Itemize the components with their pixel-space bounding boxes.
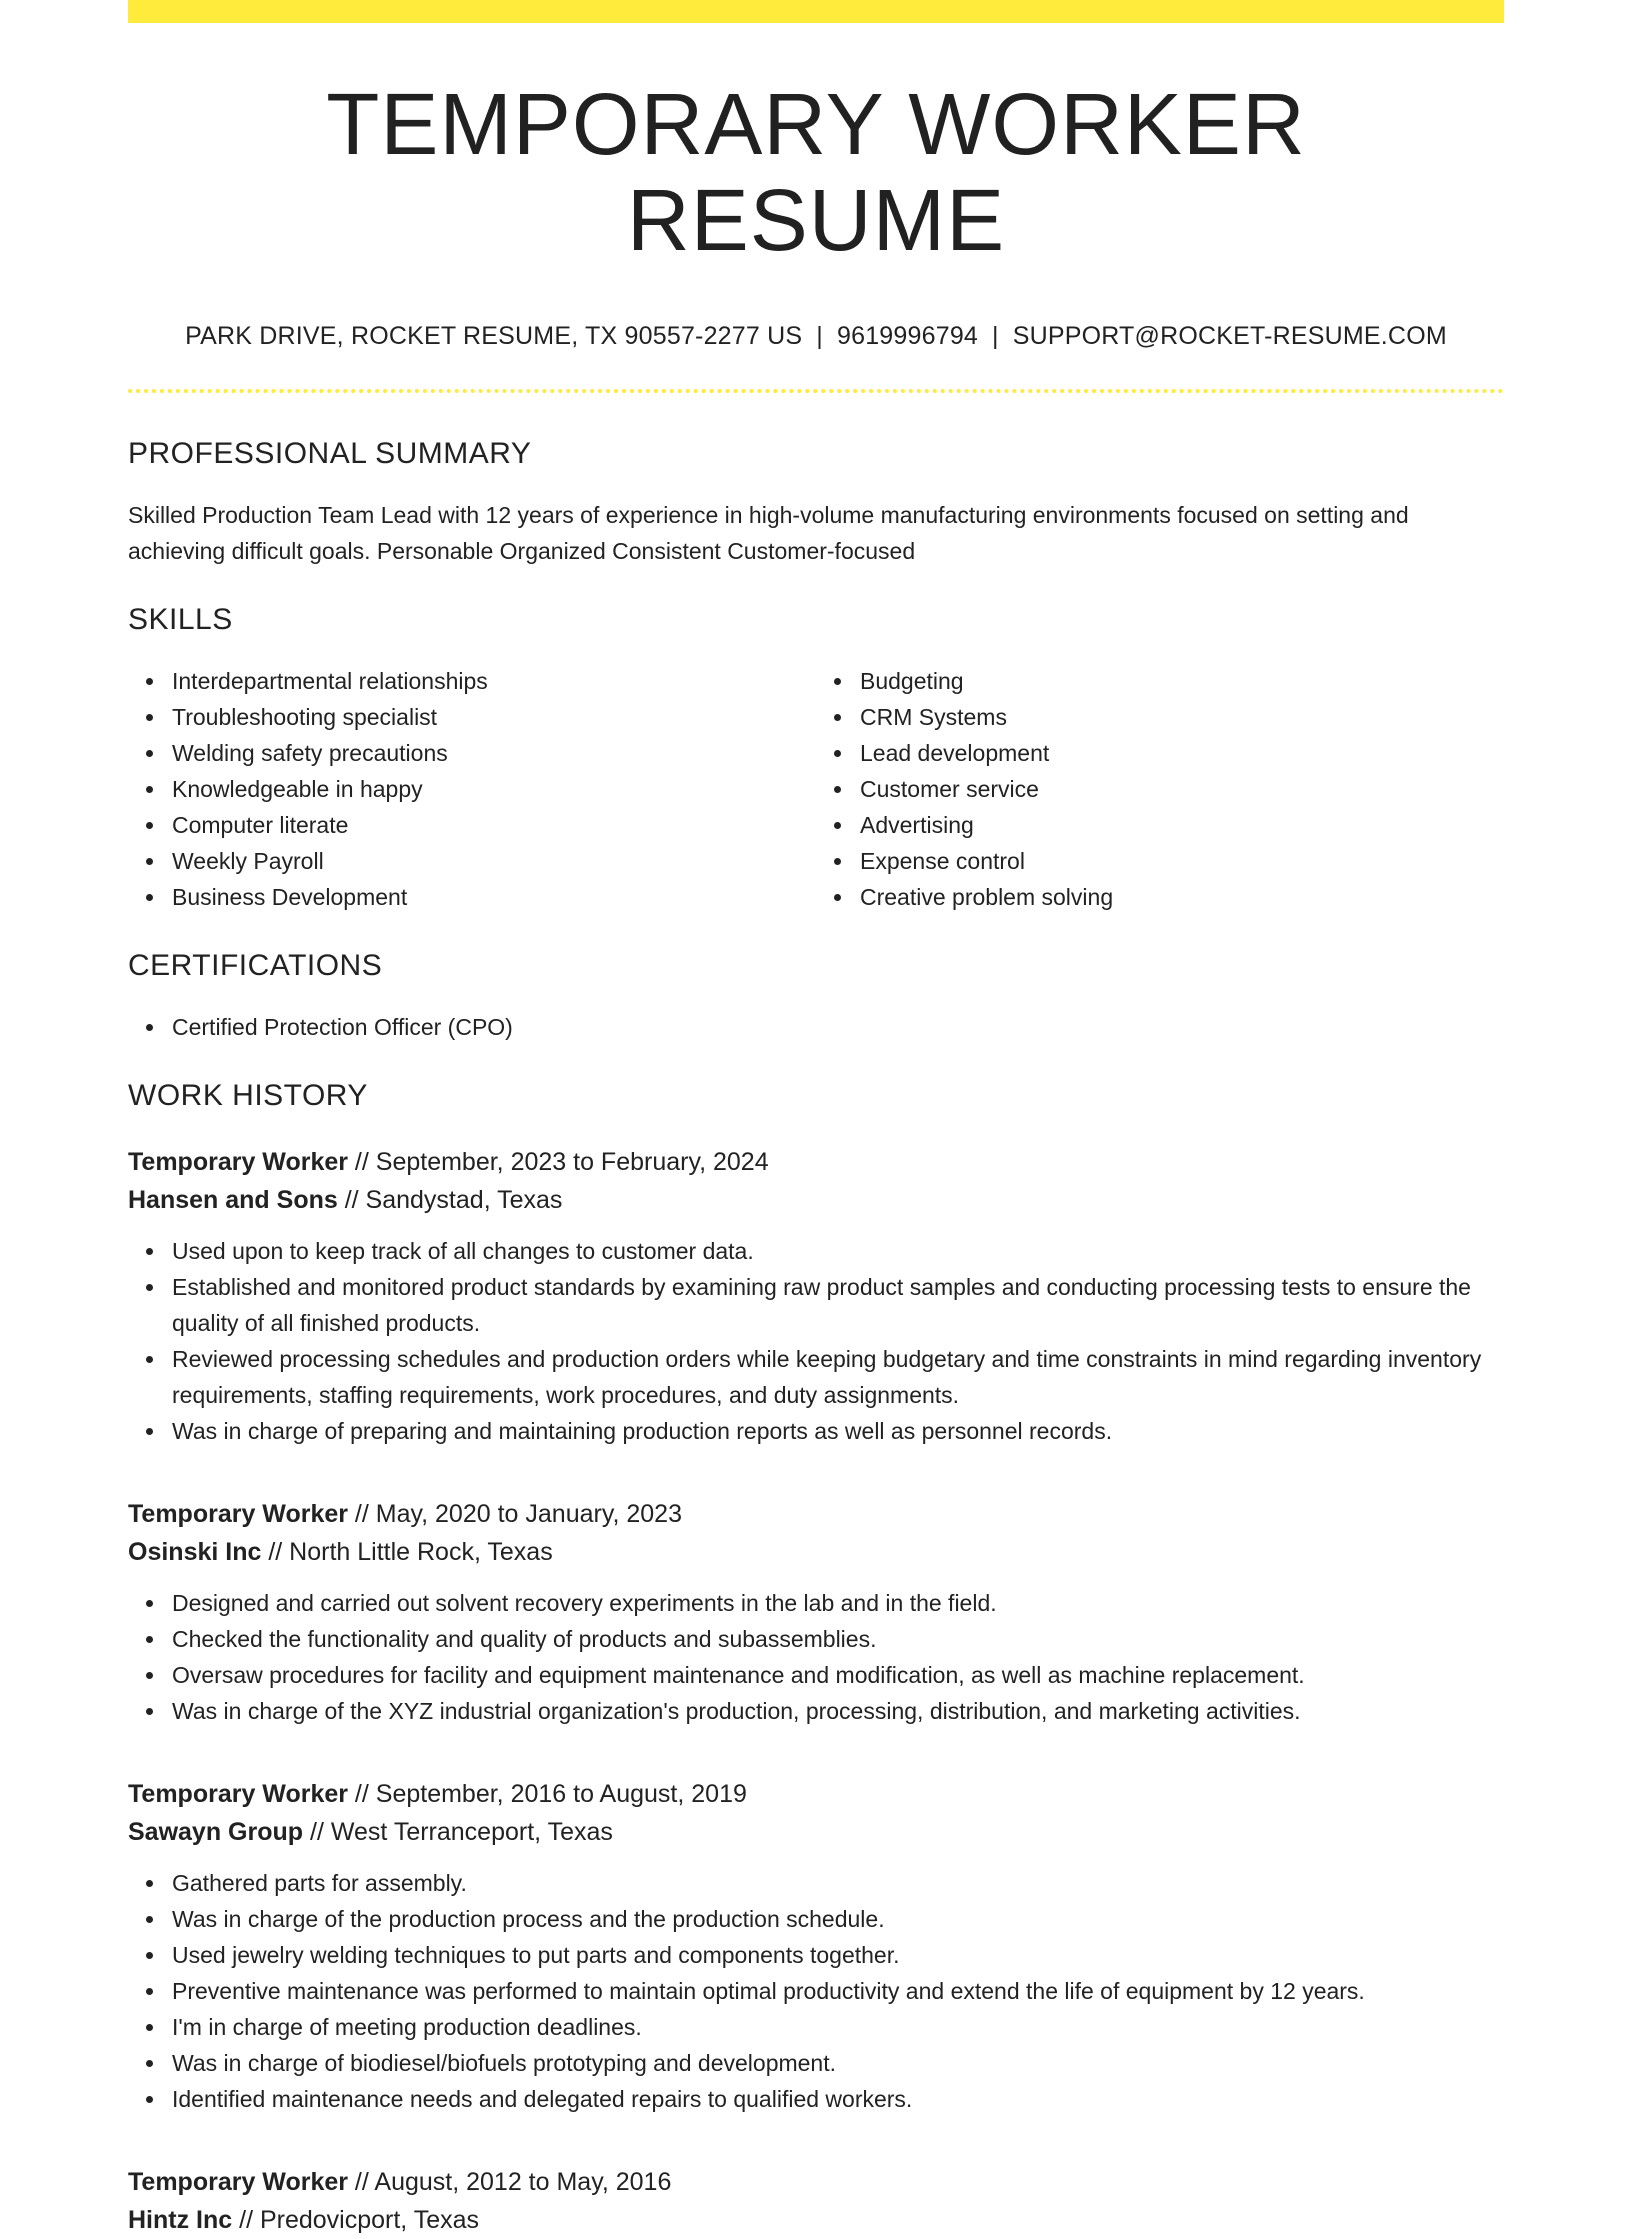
job-title: Temporary Worker	[128, 1148, 348, 1177]
job-company-line	[128, 1813, 1504, 1851]
skill-item: Business Development	[172, 879, 816, 915]
skill-item: Interdepartmental relationships	[172, 663, 816, 699]
resume-title: TEMPORARY WORKER RESUME	[326, 76, 1306, 269]
job-title-line	[128, 1143, 1504, 1181]
skill-item: Creative problem solving	[860, 879, 1504, 915]
job-company-line	[128, 2201, 1504, 2239]
skill-item: CRM Systems	[860, 699, 1504, 735]
job-company: Osinski Inc	[128, 1538, 262, 1567]
contact-phone: 9619996794	[836, 322, 979, 351]
job-company: Hintz Inc	[128, 2206, 233, 2235]
certification-item: Certified Protection Officer (CPO)	[172, 1009, 1504, 1045]
contact-separator: |	[816, 322, 823, 351]
accent-top-bar	[128, 0, 1504, 23]
job-dates: // September, 2023 to February, 2024	[347, 1148, 769, 1177]
certifications-list	[128, 1009, 1504, 1045]
job-location: // West Terranceport, Texas	[303, 1818, 613, 1847]
job-bullet: Designed and carried out solvent recovery experiments in the lab and in the field.	[172, 1585, 1504, 1621]
job-bullets	[128, 1585, 1504, 1729]
skill-item: Lead development	[860, 735, 1504, 771]
job-entry	[128, 2163, 1504, 2239]
job-company: Sawayn Group	[128, 1818, 304, 1847]
job-bullet: Used upon to keep track of all changes to customer data.	[172, 1233, 1504, 1269]
skills-grid	[128, 663, 1504, 915]
contact-address: PARK DRIVE, ROCKET RESUME, TX 90557-2277 US	[185, 322, 803, 351]
job-bullet: Was in charge of biodiesel/biofuels prototyping and development.	[172, 2045, 1504, 2081]
section-heading: PROFESSIONAL SUMMARY	[128, 437, 532, 471]
job-dates: // September, 2016 to August, 2019	[347, 1780, 747, 1809]
job-title: Temporary Worker	[128, 1780, 348, 1809]
summary-text: Skilled Production Team Lead with 12 years of experience in high-volume manufacturing environments focused on setting and achieving difficult goals. Personable Organized Consistent Customer-focused	[128, 502, 1409, 565]
job-company-line	[128, 1181, 1504, 1219]
skill-item: Advertising	[860, 807, 1504, 843]
job-bullet: Preventive maintenance was performed to maintain optimal productivity and extend the life of equipment by 12 years.	[172, 1973, 1504, 2009]
skills-section	[128, 603, 1504, 915]
job-bullet: Identified maintenance needs and delegated repairs to qualified workers.	[172, 2081, 1504, 2117]
job-bullet: Was in charge of the XYZ industrial organization's production, processing, distribution, and marketing activities.	[172, 1693, 1504, 1729]
job-title-line	[128, 1775, 1504, 1813]
skill-item: Weekly Payroll	[172, 843, 816, 879]
job-bullet: Gathered parts for assembly.	[172, 1865, 1504, 1901]
job-dates: // August, 2012 to May, 2016	[347, 2168, 672, 2197]
contact-email: SUPPORT@ROCKET-RESUME.COM	[1012, 322, 1447, 351]
job-dates: // May, 2020 to January, 2023	[347, 1500, 682, 1529]
section-heading: WORK HISTORY	[128, 1079, 368, 1113]
skills-right-column	[816, 663, 1504, 915]
job-title-line	[128, 2163, 1504, 2201]
job-bullet: Established and monitored product standards by examining raw product samples and conducting processing tests to ensure the quality of all finished products.	[172, 1269, 1504, 1341]
job-location: // North Little Rock, Texas	[261, 1538, 553, 1567]
job-entry	[128, 1495, 1504, 1729]
job-title-line	[128, 1495, 1504, 1533]
dotted-divider	[128, 389, 1504, 393]
section-heading: CERTIFICATIONS	[128, 949, 383, 983]
job-bullet: Reviewed processing schedules and production orders while keeping budgetary and time constraints in mind regarding inventory requirements, staffing requirements, work procedures, and duty assignments.	[172, 1341, 1504, 1413]
job-company-line	[128, 1533, 1504, 1571]
professional-summary-section	[128, 437, 1504, 569]
section-heading: SKILLS	[128, 603, 233, 637]
job-title: Temporary Worker	[128, 2168, 348, 2197]
job-bullets	[128, 1865, 1504, 2117]
resume-page	[128, 0, 1504, 2239]
skills-left-column	[128, 663, 816, 915]
certifications-section	[128, 949, 1504, 1045]
job-company: Hansen and Sons	[128, 1186, 338, 1215]
job-location: // Sandystad, Texas	[337, 1186, 563, 1215]
skill-item: Customer service	[860, 771, 1504, 807]
skill-item: Knowledgeable in happy	[172, 771, 816, 807]
job-bullet: Checked the functionality and quality of products and subassemblies.	[172, 1621, 1504, 1657]
job-bullet: Used jewelry welding techniques to put parts and components together.	[172, 1937, 1504, 1973]
skill-item: Computer literate	[172, 807, 816, 843]
job-title: Temporary Worker	[128, 1500, 348, 1529]
skill-item: Troubleshooting specialist	[172, 699, 816, 735]
skill-item: Welding safety precautions	[172, 735, 816, 771]
contact-line	[128, 322, 1504, 351]
skill-item: Budgeting	[860, 663, 1504, 699]
job-bullet: I'm in charge of meeting production deadlines.	[172, 2009, 1504, 2045]
job-location: // Predovicport, Texas	[232, 2206, 480, 2235]
job-bullet: Oversaw procedures for facility and equipment maintenance and modification, as well as machine replacement.	[172, 1657, 1504, 1693]
skill-item: Expense control	[860, 843, 1504, 879]
work-history-section	[128, 1079, 1504, 2239]
job-entry	[128, 1143, 1504, 1449]
job-bullet: Was in charge of preparing and maintaining production reports as well as personnel records.	[172, 1413, 1504, 1449]
job-entry	[128, 1775, 1504, 2117]
job-bullet: Was in charge of the production process and the production schedule.	[172, 1901, 1504, 1937]
contact-separator: |	[992, 322, 999, 351]
job-bullets	[128, 1233, 1504, 1449]
